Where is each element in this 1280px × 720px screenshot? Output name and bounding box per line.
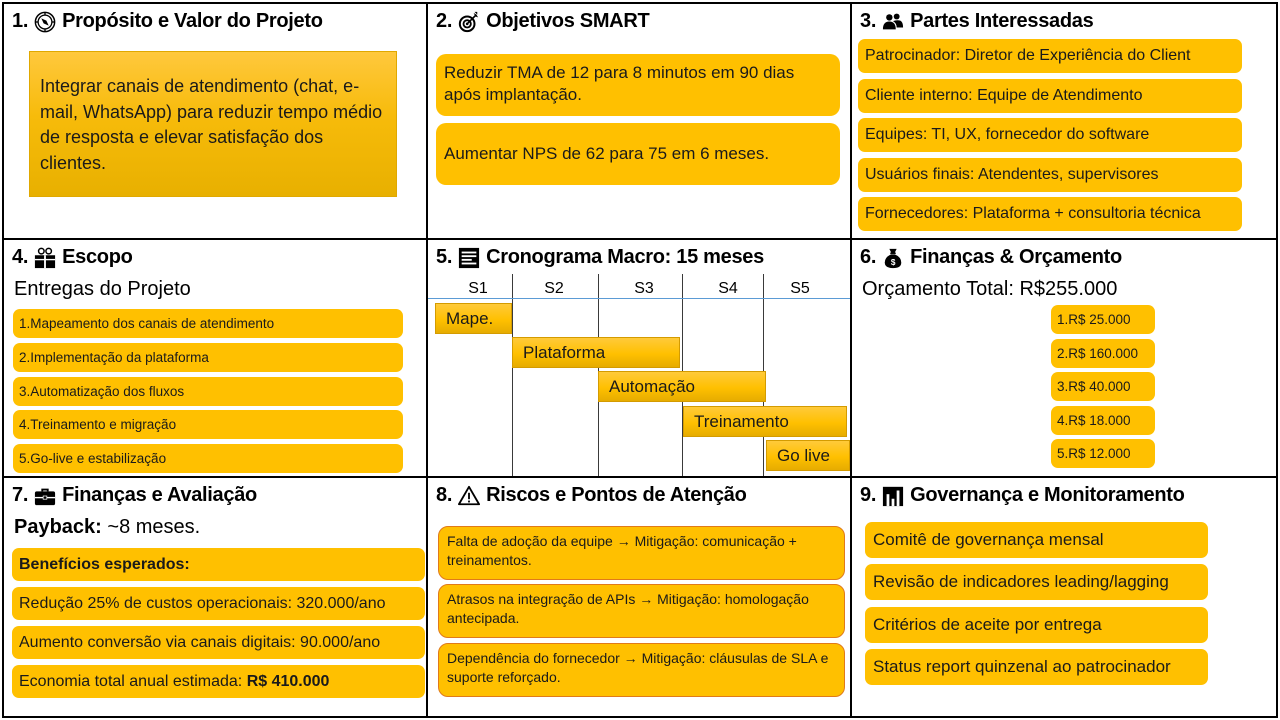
section-title	[860, 246, 1122, 269]
risk-item: Falta de adoção da equipe → Mitigação: comunicação + treinamentos.	[438, 526, 845, 580]
section-title-text: Finanças & Orçamento	[910, 246, 1122, 268]
section-title-text: Governança e Monitoramento	[910, 484, 1185, 506]
compass-icon	[34, 11, 56, 33]
risk-item: Dependência do fornecedor → Mitigação: cláusulas de SLA e suporte reforçado.	[438, 643, 845, 697]
stakeholder-item: Patrocinador: Diretor de Experiência do Client	[858, 39, 1242, 73]
stage-label: S3	[634, 280, 654, 297]
section-number: 4.	[12, 246, 29, 268]
budget-item: 5.R$ 12.000	[1051, 439, 1155, 468]
payback-info	[14, 516, 200, 539]
deliverable-item: 3.Automatização dos fluxos	[13, 377, 403, 406]
bar-chart-icon	[882, 485, 904, 507]
briefcase-icon	[34, 485, 56, 507]
budget-item: 3.R$ 40.000	[1051, 372, 1155, 401]
section-budget	[850, 238, 1278, 478]
benefits-header	[12, 548, 425, 581]
deliverable-item: 1.Mapeamento dos canais de atendimento	[13, 309, 403, 338]
benefit-total	[12, 665, 425, 698]
budget-item: 2.R$ 160.000	[1051, 339, 1155, 368]
gift-icon	[34, 247, 56, 269]
section-number: 3.	[860, 10, 877, 32]
section-risks	[426, 476, 852, 718]
section-title-text: Cronograma Macro: 15 meses	[486, 246, 764, 268]
section-number: 9.	[860, 484, 877, 506]
benefits-header-text: Benefícios esperados:	[19, 555, 190, 573]
timeline-bar: Automação	[598, 371, 766, 402]
timeline-bar: Plataforma	[512, 337, 680, 368]
warning-icon	[458, 485, 480, 507]
section-evaluation	[2, 476, 428, 718]
scope-subtitle: Entregas do Projeto	[14, 278, 191, 300]
total-label: Economia total anual estimada:	[19, 672, 247, 690]
stakeholder-item: Cliente interno: Equipe de Atendimento	[858, 79, 1242, 113]
stage-label: S1	[468, 280, 488, 297]
budget-item: 1.R$ 25.000	[1051, 305, 1155, 334]
money-bag-icon	[882, 247, 904, 269]
stage-label: S2	[544, 280, 564, 297]
governance-item: Critérios de aceite por entrega	[865, 607, 1208, 643]
stage-label: S5	[790, 280, 810, 297]
deliverable-item: 5.Go-live e estabilização	[13, 444, 403, 473]
section-title	[12, 10, 323, 33]
section-objectives	[426, 2, 852, 240]
governance-item: Comitê de governança mensal	[865, 522, 1208, 558]
section-number: 8.	[436, 484, 453, 506]
section-scope	[2, 238, 428, 478]
section-title	[860, 10, 1093, 33]
section-title-text: Finanças e Avaliação	[62, 484, 257, 506]
timeline-axis	[428, 298, 850, 299]
timeline-bar: Mape.	[435, 303, 512, 334]
section-number: 6.	[860, 246, 877, 268]
objective-item: Reduzir TMA de 12 para 8 minutos em 90 dias após implantação.	[436, 54, 840, 116]
benefit-item: Redução 25% de custos operacionais: 320.000/ano	[12, 587, 425, 620]
section-title	[436, 246, 764, 269]
budget-item: 4.R$ 18.000	[1051, 406, 1155, 435]
section-schedule	[426, 238, 852, 478]
total-value: R$ 410.000	[246, 672, 330, 690]
timeline-bar: Go live	[766, 440, 850, 471]
section-stakeholders	[850, 2, 1278, 240]
deliverable-item: 2.Implementação da plataforma	[13, 343, 403, 372]
payback-label: Payback:	[14, 516, 102, 538]
section-governance	[850, 476, 1278, 718]
purpose-statement: Integrar canais de atendimento (chat, e-mail, WhatsApp) para reduzir tempo médio de resposta e elevar satisfação dos clientes.	[29, 51, 397, 197]
section-title	[436, 10, 649, 33]
target-icon	[458, 11, 480, 33]
section-number: 5.	[436, 246, 453, 268]
section-title	[436, 484, 747, 507]
section-title-text: Escopo	[62, 246, 133, 268]
benefit-item: Aumento conversão via canais digitais: 90.000/ano	[12, 626, 425, 659]
section-title	[12, 246, 133, 269]
section-number: 7.	[12, 484, 29, 506]
section-purpose	[2, 2, 428, 240]
stakeholder-item: Usuários finais: Atendentes, supervisores	[858, 158, 1242, 192]
risk-item: Atrasos na integração de APIs → Mitigação: homologação antecipada.	[438, 584, 845, 638]
timeline-bar: Treinamento	[683, 406, 847, 437]
document-icon	[458, 247, 480, 269]
stage-label: S4	[718, 280, 738, 297]
deliverable-item: 4.Treinamento e migração	[13, 410, 403, 439]
section-title-text: Riscos e Pontos de Atenção	[486, 484, 747, 506]
governance-item: Revisão de indicadores leading/lagging	[865, 564, 1208, 600]
section-number: 1.	[12, 10, 29, 32]
payback-value: ~8 meses.	[101, 516, 201, 538]
section-title-text: Partes Interessadas	[910, 10, 1094, 32]
section-title	[12, 484, 257, 507]
section-number: 2.	[436, 10, 453, 32]
budget-total: Orçamento Total: R$255.000	[862, 278, 1118, 300]
stakeholder-item: Equipes: TI, UX, fornecedor do software	[858, 118, 1242, 152]
stakeholder-item: Fornecedores: Plataforma + consultoria técnica	[858, 197, 1242, 231]
section-title-text: Objetivos SMART	[486, 10, 650, 32]
section-title-text: Propósito e Valor do Projeto	[62, 10, 323, 32]
section-title	[860, 484, 1185, 507]
objective-item: Aumentar NPS de 62 para 75 em 6 meses.	[436, 123, 840, 185]
governance-item: Status report quinzenal ao patrocinador	[865, 649, 1208, 685]
people-icon	[882, 11, 904, 33]
stage-divider	[512, 274, 513, 476]
svg-text:$: $	[890, 257, 896, 267]
